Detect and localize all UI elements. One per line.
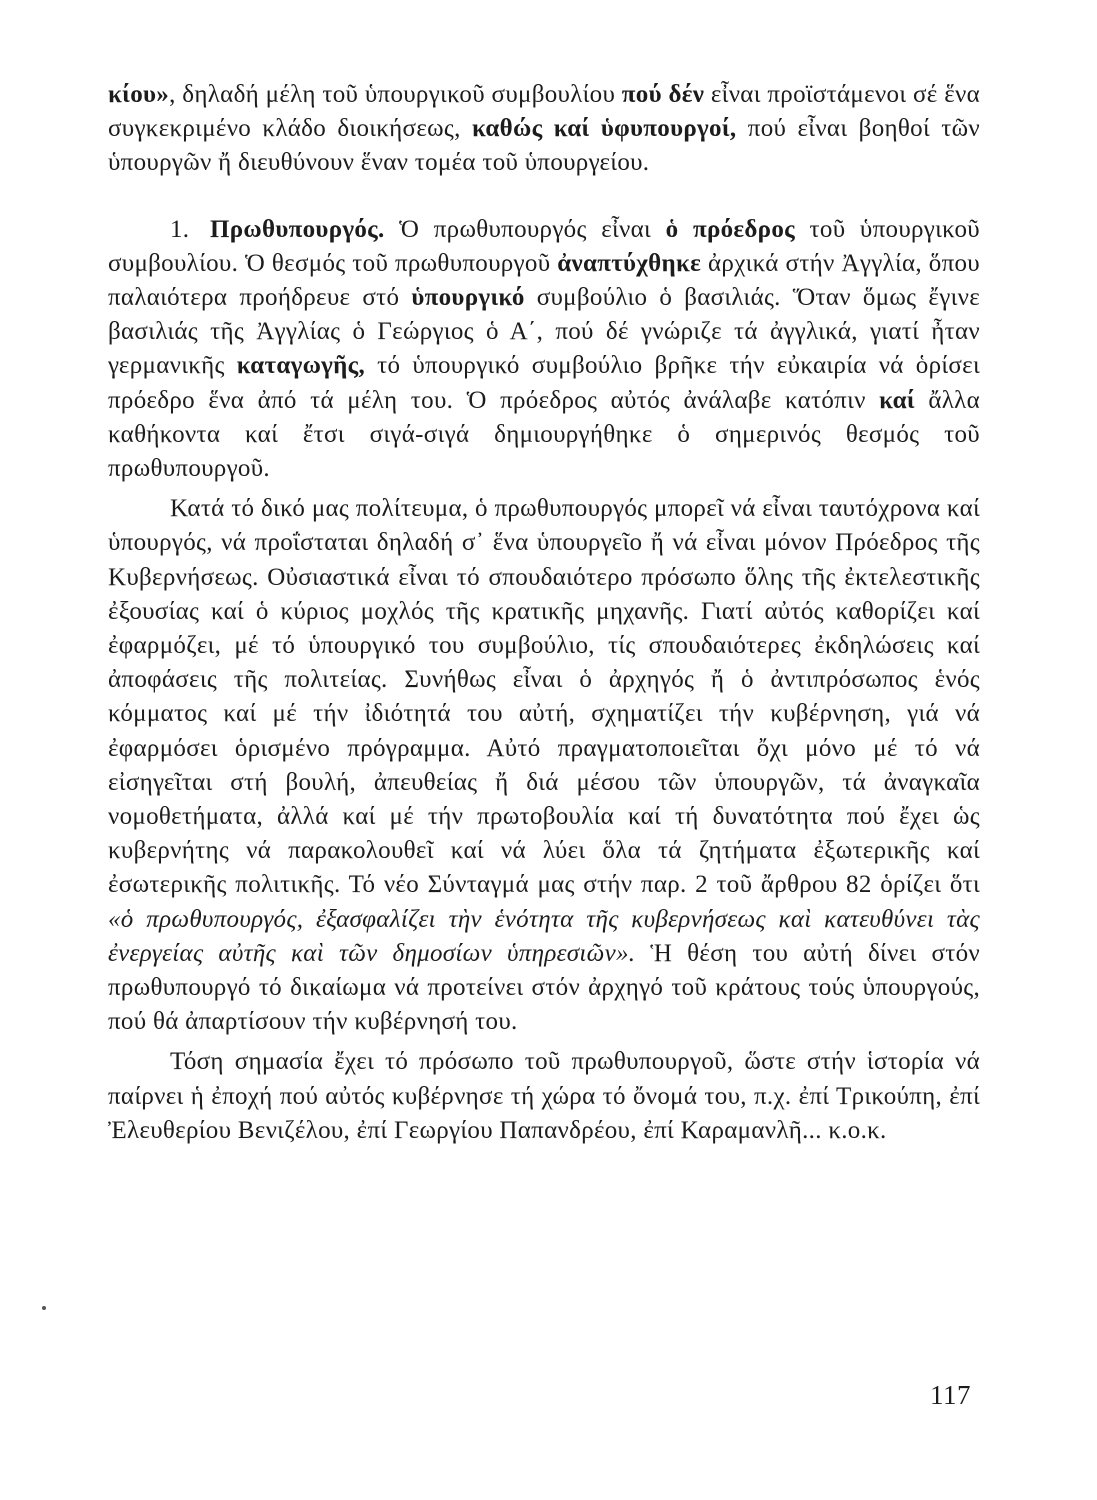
page-number: 117 (930, 1380, 971, 1410)
bold-text: καθώς καί ὑφυπουργοί, (471, 115, 737, 143)
bold-text: ὑπουργικό (411, 284, 525, 312)
section-prime-minister (108, 213, 980, 487)
margin-dot (42, 1306, 46, 1310)
text-run: πού εἶναι βοηθοί τῶν ὑπουργῶν ἤ διευθύνουν ἕναν τομέα τοῦ ὑπουργείου. (108, 115, 980, 177)
bold-text: καταγωγῆς, (236, 352, 366, 380)
text-run: Ἡ θέση του αὐτή δίνει στόν πρωθυπουργό τό δικαίωμα νά προτείνει στόν ἀρχηγό τοῦ κράτους τούς ὑπουργούς, πού θά ἀπαρτίσουν τήν κυβέρνησή του. (108, 939, 980, 1036)
text-run: ἀρχικά στήν Ἀγγλία, ὅπου παλαιότερα προήδρευε στό (108, 249, 980, 312)
bold-text: κίου» (108, 81, 170, 108)
paragraph-constitution (108, 492, 980, 1039)
section-heading: Πρωθυπουργός. (210, 215, 385, 243)
text-run: Τόση σημασία ἔχει τό πρόσωπο τοῦ πρωθυπουργοῦ, ὥστε στήν ἱστορία νά παίρνει ἡ ἐποχή πού αὐτός κυβέρνησε τή χώρα τό ὄνομά του, π.χ. ἐπί Τρικούπη, ἐπί Ἐλευθερίου Βενιζέλου, ἐπί Γεωργίου Παπανδρέου, ἐπί Καραμανλῆ... κ.ο.κ. (108, 1048, 980, 1144)
section-number: 1. (170, 215, 190, 243)
constitution-quote: «ὁ πρωθυπουργός, ἐξασφαλίζει τὴν ἑνότητα τῆς κυβερνήσεως καὶ κατευθύνει τὰς ἐνεργείας αὐτῆς καὶ τῶν δημοσίων ὑπηρεσιῶν». (108, 905, 980, 967)
text-run: Ὁ πρωθυπουργός εἶναι (384, 215, 666, 243)
text-run: , δηλαδή μέλη τοῦ ὑπουργικοῦ συμβουλίου (169, 81, 622, 108)
bold-text: ἀναπτύχθηκε (557, 249, 702, 277)
bold-text: καί (879, 386, 915, 414)
text-run: τό ὑπουργικό συμβούλιο βρῆκε τήν εὐκαιρία νά ὁρίσει πρόεδρο ἕνα ἀπό τά μέλη του. Ὁ πρόεδρος αὐτός ἀνάλαβε κατόπιν (108, 352, 980, 414)
bold-text: πού δέν (621, 81, 705, 108)
body-text (108, 78, 980, 1148)
text-run: συμβούλιο ὁ βασιλιάς. Ὅταν ὅμως ἔγινε βασιλιάς τῆς Ἀγγλίας ὁ Γεώργιος ὁ Α΄, πού δέ γνώριζε τά ἀγγλικά, γιατί ἦταν γερμανικῆς (108, 284, 980, 380)
text-run: ἄλλα καθήκοντα καί ἔτσι σιγά-σιγά δημιουργήθηκε ὁ σημερινός θεσμός τοῦ πρωθυπουργοῦ. (108, 386, 980, 483)
text-run: τοῦ ὑπουργικοῦ συμβουλίου. Ὁ θεσμός τοῦ πρωθυπουργοῦ (108, 215, 980, 277)
bold-text: ὁ πρόεδρος (665, 215, 796, 243)
paragraph-history (108, 1045, 980, 1148)
text-run: Κατά τό δικό μας πολίτευμα, ὁ πρωθυπουργός μπορεῖ νά εἶναι ταυτόχρονα καί ὑπουργός, νά προΐσταται δηλαδή σ᾽ ἕνα ὑπουργεῖο ἤ νά εἶναι μόνον Πρόεδρος τῆς Κυβερνήσεως. Οὐσιαστικά εἶναι τό σπουδαιότερο πρόσωπο ὅλης τῆς ἐκτελεστικῆς ἐξουσίας καί ὁ κύριος μοχλός τῆς κρατικῆς μηχανῆς. Γιατί αὐτός καθορίζει καί ἐφαρμόζει, μέ τό ὑπουργικό του συμβούλιο, τίς σπουδαιότερες ἐκδηλώσεις καί ἀποφάσεις τῆς πολιτείας. Συνήθως εἶναι ὁ ἀρχηγός ἤ ὁ ἀντιπρόσωπος ἑνός κόμματος καί μέ τήν ἰδιότητά του αὐτή, σχηματίζει τήν κυβέρνηση, γιά νά ἐφαρμόσει ὁρισμένο πρόγραμμα. Αὐτό πραγματοποιεῖται ὄχι μόνο μέ τό νά εἰσηγεῖται στή βουλή, ἀπευθείας ἤ διά μέσου τῶν ὑπουργῶν, τά ἀναγκαῖα νομοθετήματα, ἀλλά καί μέ τήν πρωτοβουλία καί τή δυνατότητα πού ἔχει ὡς κυβερνήτης νά παρακολουθεῖ καί νά λύει ὅλα τά ζητήματα ἐξωτερικῆς καί ἐσωτερικῆς πολιτικῆς. Τό νέο Σύνταγμά μας στήν παρ. 2 τοῦ ἄρθρου 82 ὁρίζει ὅτι (108, 495, 980, 899)
paragraph-continuation (108, 78, 980, 181)
text-run: εἶναι προϊστάμενοι σέ ἕνα συγκεκριμένο κλάδο διοικήσεως, (108, 81, 981, 143)
